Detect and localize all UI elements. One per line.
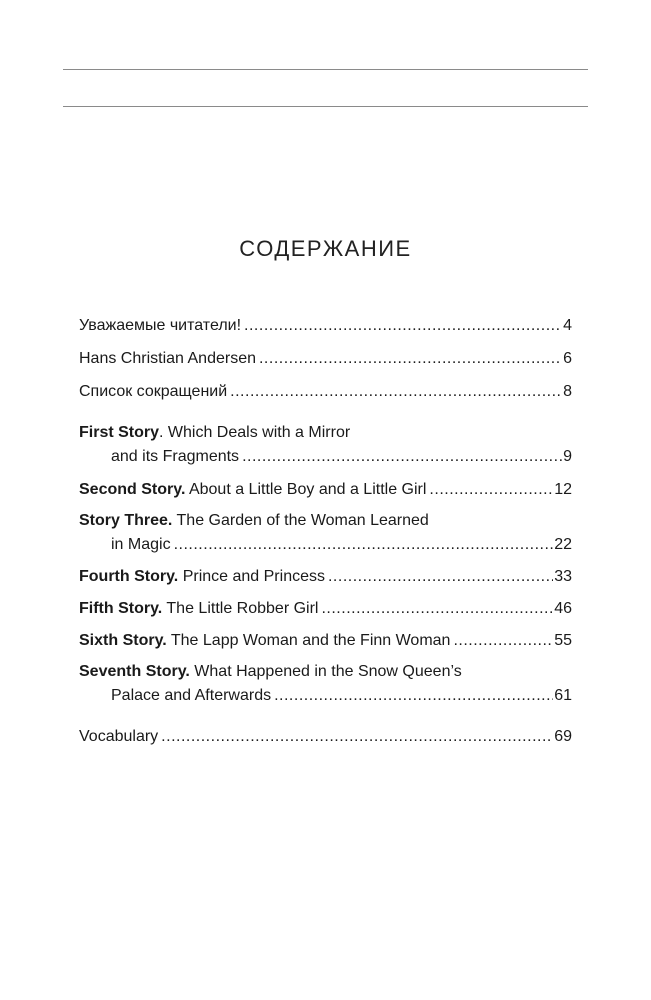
dot-leader — [328, 565, 553, 589]
toc-page-number: 4 — [563, 317, 572, 334]
toc-entry-title: Vocabulary — [79, 728, 159, 745]
toc-page-number: 9 — [563, 448, 572, 465]
dot-leader — [161, 725, 553, 749]
toc-entry-label: First Story — [79, 424, 160, 441]
page-title: СОДЕРЖАНИЕ — [239, 236, 412, 261]
toc-entry-readers[interactable] — [79, 314, 572, 338]
dot-leader — [242, 445, 562, 469]
toc-entry-title: About a Little Boy and a Little Girl — [185, 481, 427, 498]
toc-entry-vocabulary[interactable] — [79, 725, 572, 749]
dot-leader — [453, 629, 553, 653]
toc-entry-fifth-story[interactable] — [79, 597, 572, 621]
toc-page-number: 22 — [554, 536, 572, 553]
toc-entry-label: Sixth Story. — [79, 632, 167, 649]
toc-entry-title: Список сокращений — [79, 383, 228, 400]
toc-entry-sixth-story[interactable] — [79, 629, 572, 653]
toc-page-number: 12 — [554, 481, 572, 498]
toc-entry-first-story[interactable] — [79, 421, 572, 469]
toc-entry-andersen[interactable] — [79, 347, 572, 371]
toc-page-number: 8 — [563, 383, 572, 400]
toc-entry-second-story[interactable] — [79, 478, 572, 502]
toc-entry-abbreviations[interactable] — [79, 380, 572, 404]
toc-page-number: 46 — [554, 600, 572, 617]
toc-page-number: 69 — [554, 728, 572, 745]
dot-leader — [429, 478, 553, 502]
toc-entry-label: Second Story. — [79, 481, 186, 498]
toc-page-number: 55 — [554, 632, 572, 649]
toc-entry-continuation: Palace and Afterwards — [111, 687, 272, 704]
toc-entry-title: The Garden of the Woman Learned — [172, 512, 429, 529]
dot-leader — [244, 314, 562, 338]
toc-page-number: 61 — [554, 687, 572, 704]
toc-entry-title: . Which Deals with a Mirror — [159, 424, 351, 441]
bottom-rule — [63, 106, 588, 107]
dot-leader — [230, 380, 562, 404]
top-rule — [63, 69, 588, 70]
toc-page-number: 33 — [554, 568, 572, 585]
dot-leader — [259, 347, 562, 371]
toc-entry-label: Seventh Story. — [79, 663, 190, 680]
toc-entry-seventh-story[interactable] — [79, 660, 572, 708]
toc-entry-title: The Lapp Woman and the Finn Woman — [166, 632, 451, 649]
toc-entry-label: Fourth Story. — [79, 568, 179, 585]
toc-entry-label: Fifth Story. — [79, 600, 163, 617]
toc-entry-title: Prince and Princess — [178, 568, 325, 585]
toc-entry-story-three[interactable] — [79, 509, 572, 557]
dot-leader — [321, 597, 553, 621]
toc-entry-title: The Little Robber Girl — [162, 600, 319, 617]
toc-entry-title: Уважаемые читатели! — [79, 317, 242, 334]
toc-page-number: 6 — [563, 350, 572, 367]
toc-entry-title: Hans Christian Andersen — [79, 350, 256, 367]
dot-leader — [174, 533, 554, 557]
toc-entry-continuation: and its Fragments — [111, 448, 240, 465]
toc-entry-label: Story Three. — [79, 512, 173, 529]
dot-leader — [274, 684, 553, 708]
toc-entry-title: What Happened in the Snow Queen’s — [189, 663, 462, 680]
toc-entry-fourth-story[interactable] — [79, 565, 572, 589]
toc-entry-continuation: in Magic — [111, 536, 171, 553]
